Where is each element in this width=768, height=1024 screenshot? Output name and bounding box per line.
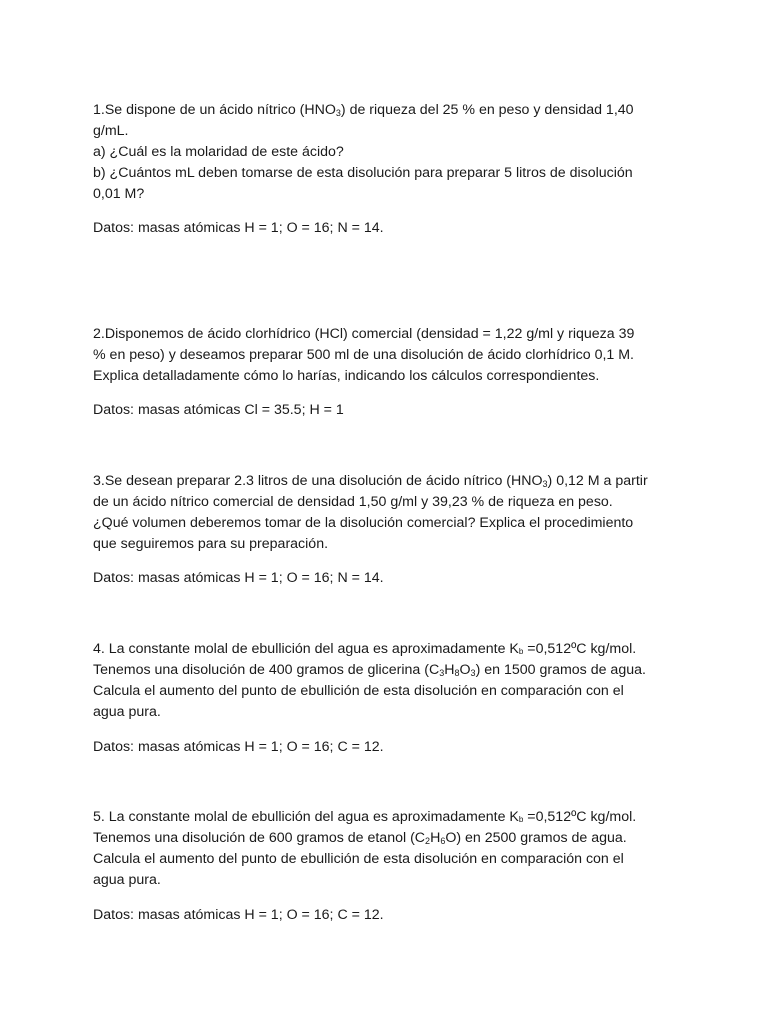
problem-1-question-b-cont: 0,01 M? <box>93 186 145 202</box>
subscript: 3 <box>335 108 341 118</box>
problem-5-datos: Datos: masas atómicas H = 1; O = 16; C = 12. <box>93 907 384 923</box>
problem-5-text: 5. La constante molal de ebullición del agua es aproximadamente K <box>93 809 519 825</box>
problem-5-line-2 <box>93 828 683 849</box>
problem-3-text: ) 0,12 M a partir <box>547 473 648 489</box>
problem-4-text: O <box>459 662 471 678</box>
problem-4 <box>93 639 683 723</box>
subscript: 8 <box>454 668 460 678</box>
problem-5-text: O) en 2500 gramos de agua. <box>445 830 627 846</box>
subscript: 2 <box>425 836 431 846</box>
problem-5 <box>93 807 683 891</box>
subscript: 3 <box>439 668 445 678</box>
problem-3 <box>93 471 683 555</box>
problem-4-line-3: Calcula el aumento del punto de ebullición de esta disolución en comparación con el <box>93 683 624 699</box>
problem-5-line-1 <box>93 807 683 828</box>
problem-2-line-2: % en peso) y deseamos preparar 500 ml de una disolución de ácido clorhídrico 0,1 M. <box>93 347 635 363</box>
subscript: b <box>518 815 524 824</box>
problem-3-line-2: de un ácido nítrico comercial de densidad 1,50 g/ml y 39,23 % de riqueza en peso. <box>93 494 613 510</box>
problem-3-datos: Datos: masas atómicas H = 1; O = 16; N = 14. <box>93 570 384 586</box>
problem-1-line-1 <box>93 100 683 121</box>
problem-4-text: Tenemos una disolución de 400 gramos de glicerina (C <box>93 662 440 678</box>
problem-1-text: ) de riqueza del 25 % en peso y densidad 1,40 <box>340 102 634 118</box>
problem-4-text: H <box>444 662 455 678</box>
subscript: b <box>518 647 524 656</box>
problem-1-datos: Datos: masas atómicas H = 1; O = 16; N = 14. <box>93 220 384 236</box>
problem-4-text: =0,512ºC kg/mol. <box>523 641 637 657</box>
problem-4-line-1 <box>93 639 683 660</box>
problem-3-line-3: ¿Qué volumen deberemos tomar de la disolución comercial? Explica el procedimiento <box>93 515 634 531</box>
problem-4-line-2 <box>93 660 683 681</box>
problem-1 <box>93 100 683 205</box>
problem-1-question-a: a) ¿Cuál es la molaridad de este ácido? <box>93 144 344 160</box>
problem-4-line-4: agua pura. <box>93 704 161 720</box>
problem-5-line-3: Calcula el aumento del punto de ebullición de esta disolución en comparación con el <box>93 851 624 867</box>
problem-1-text: 1.Se dispone de un ácido nítrico (HNO <box>93 102 336 118</box>
problem-5-line-4: agua pura. <box>93 872 161 888</box>
subscript: 6 <box>440 836 446 846</box>
problem-2-line-3: Explica detalladamente cómo lo harías, indicando los cálculos correspondientes. <box>93 368 600 384</box>
problem-4-text: 4. La constante molal de ebullición del agua es aproximadamente K <box>93 641 519 657</box>
problem-3-line-1 <box>93 471 683 492</box>
problem-3-line-4: que seguiremos para su preparación. <box>93 536 329 552</box>
problem-2-line-1: 2.Disponemos de ácido clorhídrico (HCl) comercial (densidad = 1,22 g/ml y riqueza 39 <box>93 326 635 342</box>
problem-5-text: Tenemos una disolución de 600 gramos de etanol (C <box>93 830 426 846</box>
problem-2-datos: Datos: masas atómicas Cl = 35.5; H = 1 <box>93 402 344 418</box>
problem-3-text: 3.Se desean preparar 2.3 litros de una disolución de ácido nítrico (HNO <box>93 473 543 489</box>
problem-5-text: H <box>430 830 441 846</box>
problem-4-datos: Datos: masas atómicas H = 1; O = 16; C = 12. <box>93 739 384 755</box>
problem-1-line-2: g/mL. <box>93 123 129 139</box>
subscript: 3 <box>542 479 548 489</box>
subscript: 3 <box>470 668 476 678</box>
problem-4-text: ) en 1500 gramos de agua. <box>475 662 646 678</box>
problem-1-question-b: b) ¿Cuántos mL deben tomarse de esta disolución para preparar 5 litros de disolución <box>93 165 633 181</box>
problem-5-text: =0,512ºC kg/mol. <box>523 809 637 825</box>
problem-2 <box>93 324 683 387</box>
